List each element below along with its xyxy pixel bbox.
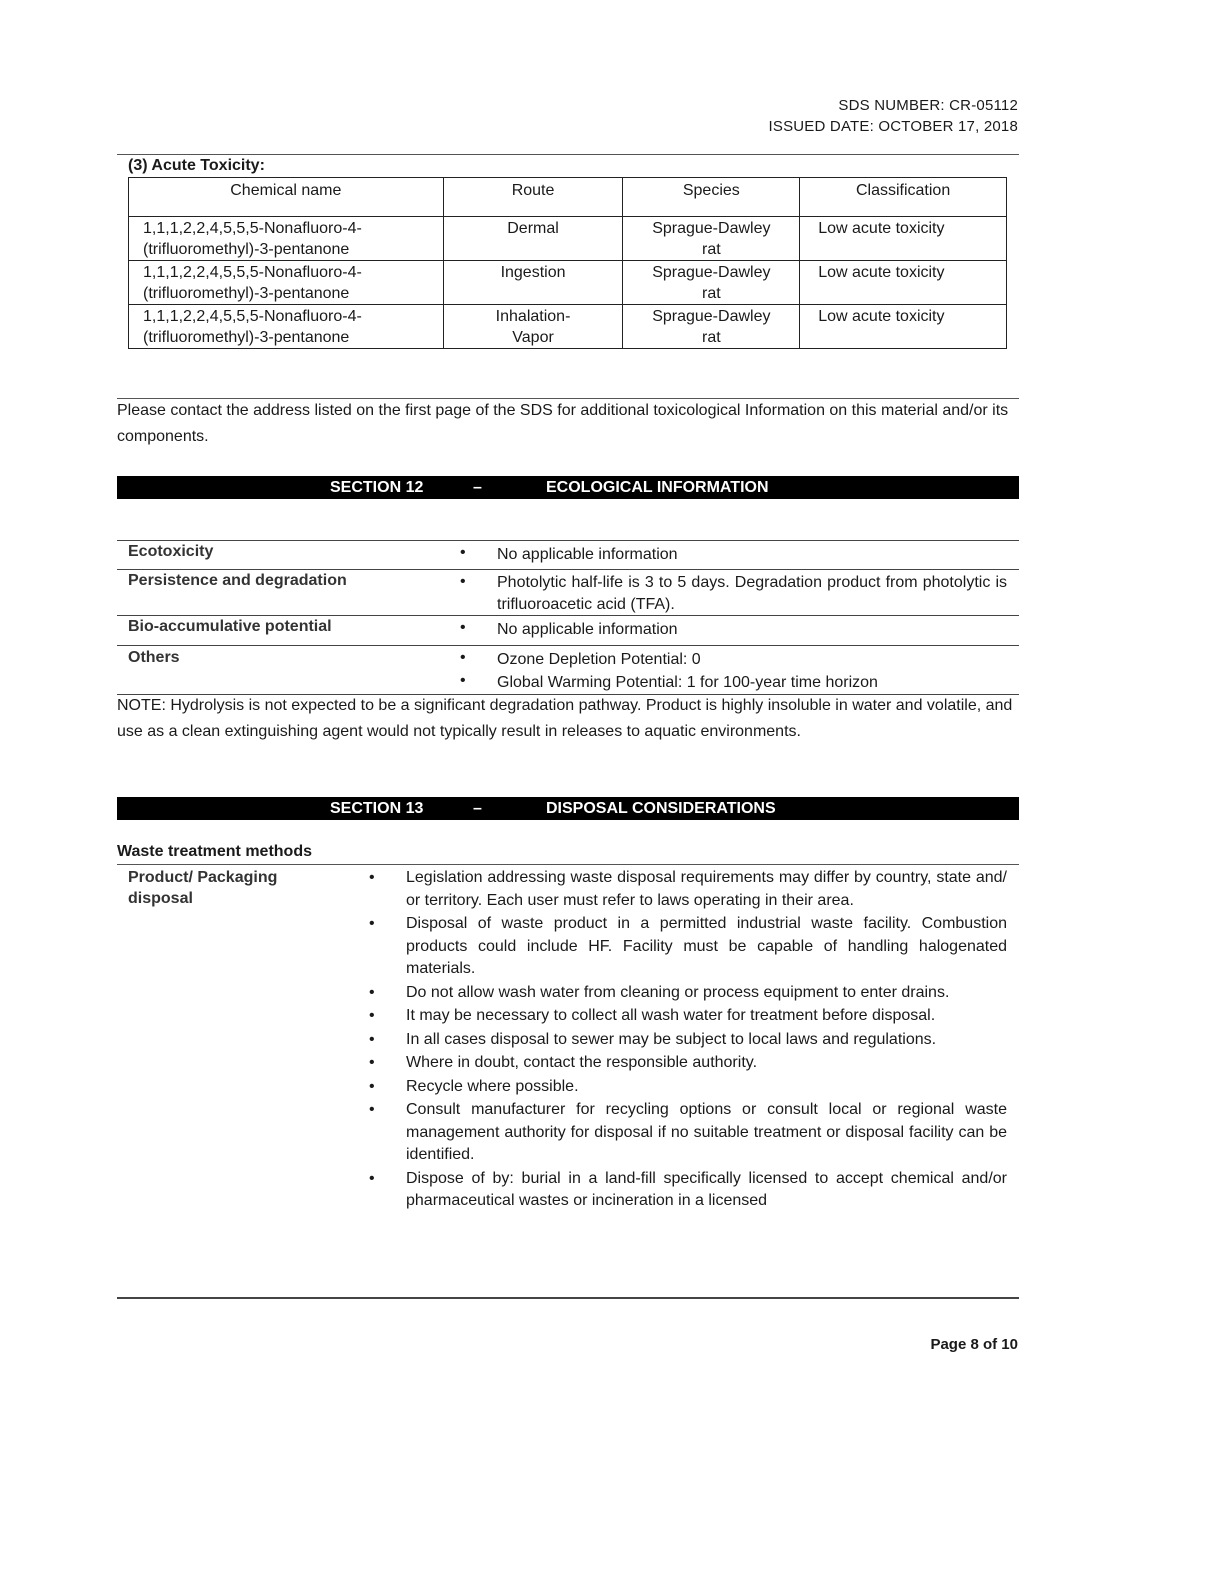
species-cell bbox=[623, 217, 800, 261]
list-item-text: Do not allow wash water from cleaning or process equipment to enter drains. bbox=[406, 983, 950, 1001]
eco-value: No applicable information bbox=[497, 546, 678, 563]
bullet-icon: • bbox=[369, 1077, 375, 1095]
list-item-text: It may be necessary to collect all wash water for treatment before disposal. bbox=[406, 1007, 936, 1024]
column-header: Chemical name bbox=[129, 178, 444, 217]
classification-cell: Low acute toxicity bbox=[800, 217, 1007, 261]
bullet-icon: • bbox=[460, 544, 466, 561]
section-title: ECOLOGICAL INFORMATION bbox=[546, 479, 769, 496]
divider bbox=[117, 864, 1019, 865]
eco-label: Persistence and degradation bbox=[128, 572, 347, 589]
list-item bbox=[369, 1076, 1007, 1099]
column-header: Route bbox=[443, 178, 623, 217]
table-row bbox=[129, 217, 1007, 261]
divider bbox=[117, 1297, 1019, 1299]
acute-toxicity-table bbox=[128, 177, 1007, 349]
cell-line: Sprague-Dawley bbox=[652, 308, 771, 325]
cell-line: (trifluoromethyl)-3-pentanone bbox=[143, 241, 350, 258]
bullet-icon: • bbox=[369, 983, 375, 1001]
list-item bbox=[369, 1005, 1007, 1028]
waste-treatment-title: Waste treatment methods bbox=[117, 843, 312, 860]
cell-line: Sprague-Dawley bbox=[652, 220, 771, 237]
cell-line: Inhalation- bbox=[495, 308, 571, 325]
cell-line: 1,1,1,2,2,4,5,5,5-Nonafluoro-4- bbox=[143, 264, 362, 281]
eco-value: Photolytic half-life is 3 to 5 days. Degradation product from photolytic is trifluoroacetic acid (TFA). bbox=[497, 574, 1007, 613]
bullet-icon: • bbox=[369, 1007, 375, 1024]
sds-number: SDS NUMBER: CR-05112 bbox=[838, 97, 1018, 114]
eco-label: Bio-accumulative potential bbox=[128, 618, 332, 635]
contact-note: Please contact the address listed on the first page of the SDS for additional toxicological Information on this material and/or its components. bbox=[117, 402, 1009, 445]
bullet-icon: • bbox=[369, 869, 375, 886]
bullet-icon: • bbox=[460, 619, 466, 636]
section-dash: – bbox=[473, 800, 482, 817]
chemical-name-cell bbox=[129, 261, 444, 305]
cell-line: Sprague-Dawley bbox=[652, 264, 771, 281]
eco-row-others bbox=[117, 645, 1019, 695]
acute-toxicity-caption: (3) Acute Toxicity: bbox=[128, 157, 265, 174]
bullet-icon: • bbox=[460, 649, 466, 666]
list-item-text: Consult manufacturer for recycling options or consult local or regional waste management authority for disposal if no suitable treatment or disposal facility can be identified. bbox=[406, 1101, 1007, 1163]
issued-date: ISSUED DATE: OCTOBER 17, 2018 bbox=[768, 118, 1018, 135]
chemical-name-cell bbox=[129, 217, 444, 261]
cell-line: rat bbox=[701, 241, 721, 258]
species-cell bbox=[623, 261, 800, 305]
disposal-list bbox=[369, 867, 1007, 1214]
list-item bbox=[369, 1168, 1007, 1213]
list-item-text: Legislation addressing waste disposal requirements may differ by country, state and/ or territory. Each user must refer to laws operating in their area. bbox=[406, 869, 1007, 909]
species-cell bbox=[623, 305, 800, 349]
list-item-text: Disposal of waste product in a permitted industrial waste facility. Combustion products could include HF. Facility must be capable of handling halogenated materials. bbox=[406, 915, 1007, 977]
list-item-text: Where in doubt, contact the responsible authority. bbox=[406, 1054, 758, 1071]
ecological-note: NOTE: Hydrolysis is not expected to be a significant degradation pathway. Product is highly insoluble in water and volatile, and use as a clean extinguishing agent would not typically result in releases to aquatic environments. bbox=[117, 697, 1013, 740]
eco-value: Global Warming Potential: 1 for 100-year time horizon bbox=[497, 674, 878, 691]
eco-value: No applicable information bbox=[497, 621, 678, 638]
header-divider bbox=[117, 154, 1019, 155]
disposal-label: Product/ Packaging disposal bbox=[128, 869, 278, 907]
bullet-icon: • bbox=[369, 1101, 375, 1118]
classification-cell: Low acute toxicity bbox=[800, 305, 1007, 349]
cell-line: rat bbox=[701, 329, 721, 346]
section-number: SECTION 13 bbox=[330, 800, 424, 817]
cell-line: 1,1,1,2,2,4,5,5,5-Nonafluoro-4- bbox=[143, 220, 362, 237]
list-item-text: Recycle where possible. bbox=[406, 1077, 579, 1095]
bullet-icon: • bbox=[460, 573, 466, 590]
table-header-row bbox=[129, 178, 1007, 217]
cell-line: Vapor bbox=[512, 329, 554, 346]
route-cell bbox=[443, 217, 623, 261]
cell-line: Dermal bbox=[507, 220, 559, 237]
column-header: Classification bbox=[800, 178, 1007, 217]
route-cell bbox=[443, 261, 623, 305]
eco-row-bioaccumulative bbox=[117, 615, 1019, 646]
route-cell bbox=[443, 305, 623, 349]
page-number: Page 8 of 10 bbox=[930, 1336, 1018, 1353]
column-header: Species bbox=[623, 178, 800, 217]
bullet-icon: • bbox=[369, 1030, 375, 1048]
classification-cell: Low acute toxicity bbox=[800, 261, 1007, 305]
eco-row-persistence bbox=[117, 569, 1019, 616]
list-item bbox=[369, 867, 1007, 912]
bullet-icon: • bbox=[369, 915, 375, 932]
eco-row-ecotoxicity bbox=[117, 540, 1019, 571]
list-item bbox=[369, 1099, 1007, 1167]
cell-line: Ingestion bbox=[500, 264, 566, 281]
table-row bbox=[129, 305, 1007, 349]
section-12-bar bbox=[117, 476, 1019, 499]
bullet-icon: • bbox=[460, 672, 466, 689]
bullet-icon: • bbox=[369, 1169, 375, 1187]
list-item bbox=[369, 1052, 1007, 1075]
list-item bbox=[369, 982, 1007, 1005]
eco-label: Others bbox=[128, 649, 180, 666]
list-item bbox=[369, 913, 1007, 981]
chemical-name-cell bbox=[129, 305, 444, 349]
section-dash: – bbox=[473, 479, 482, 496]
cell-line: rat bbox=[701, 285, 721, 302]
list-item-text: In all cases disposal to sewer may be subject to local laws and regulations. bbox=[406, 1030, 937, 1048]
bullet-icon: • bbox=[369, 1054, 375, 1071]
cell-line: 1,1,1,2,2,4,5,5,5-Nonafluoro-4- bbox=[143, 308, 362, 325]
table-row bbox=[129, 261, 1007, 305]
eco-value: Ozone Depletion Potential: 0 bbox=[497, 651, 701, 668]
eco-label: Ecotoxicity bbox=[128, 543, 214, 560]
cell-line: (trifluoromethyl)-3-pentanone bbox=[143, 329, 350, 346]
list-item-text: Dispose of by: burial in a land-fill specifically licensed to accept chemical and/or pharmaceutical wastes or incineration in a licensed bbox=[406, 1169, 1007, 1209]
section-title: DISPOSAL CONSIDERATIONS bbox=[546, 800, 776, 817]
list-item bbox=[369, 1029, 1007, 1052]
cell-line: (trifluoromethyl)-3-pentanone bbox=[143, 285, 350, 302]
section-13-bar bbox=[117, 797, 1019, 820]
section-number: SECTION 12 bbox=[330, 479, 424, 496]
